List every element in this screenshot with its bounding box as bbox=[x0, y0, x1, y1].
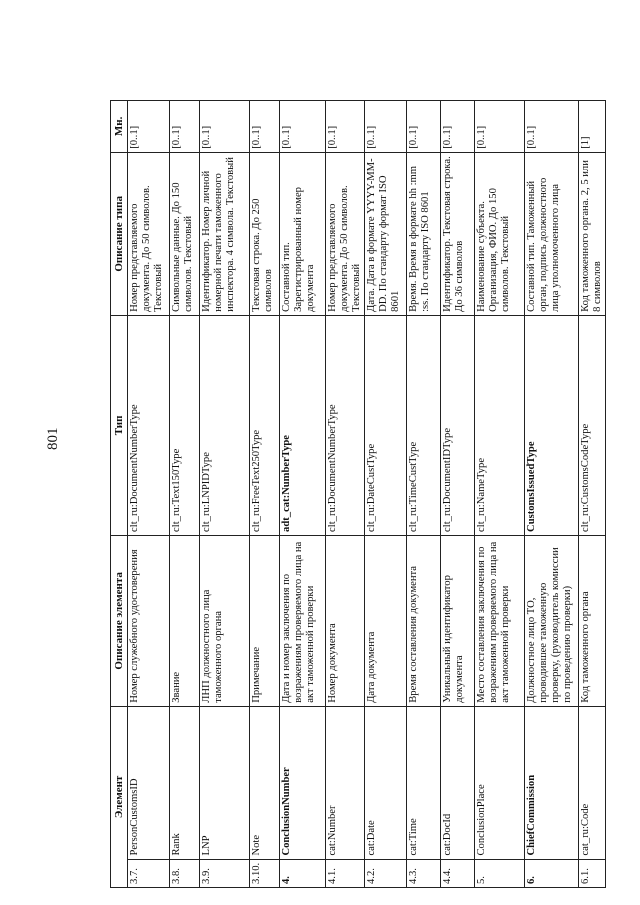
row-mn: [0..1] bbox=[475, 101, 525, 153]
row-element: cat:Number bbox=[326, 706, 365, 859]
row-mn: [0..1] bbox=[170, 101, 200, 153]
row-description: Дата документа bbox=[365, 535, 407, 706]
row-description: Время составления документа bbox=[407, 535, 441, 706]
row-element: cat:DocId bbox=[441, 706, 475, 859]
row-element: ConclusionPlace bbox=[475, 706, 525, 859]
row-type-description: Номер представляемого документа. До 50 символов. Текстовый bbox=[128, 152, 170, 315]
row-type: CustomsIssuedType bbox=[525, 315, 579, 535]
row-number: 4.1. bbox=[326, 859, 365, 887]
row-number: 4.2. bbox=[365, 859, 407, 887]
row-type-description: Наименование субъекта. Организация, ФИО. До 150 символов. Текстовый bbox=[475, 152, 525, 315]
header-description: Описание элемента bbox=[111, 535, 128, 706]
row-mn: [0..1] bbox=[525, 101, 579, 153]
row-type: clt_ru:DocumentNumberType bbox=[326, 315, 365, 535]
table-row bbox=[170, 101, 200, 888]
row-number: 4. bbox=[280, 859, 326, 887]
row-description: ЛНП должностного лица таможенного органа bbox=[200, 535, 250, 706]
row-type: clt_ru:FreeText250Type bbox=[250, 315, 280, 535]
table-header-row bbox=[111, 101, 128, 888]
row-type-description: Дата. Дата в формате YYYY-MM-DD. По стандарту формат ISO 8601 bbox=[365, 152, 407, 315]
row-mn: [0..1] bbox=[326, 101, 365, 153]
row-number: 4.4. bbox=[441, 859, 475, 887]
table-row bbox=[407, 101, 441, 888]
row-type-description: Время. Время в формате hh :mm :ss. По стандарту ISO 8601 bbox=[407, 152, 441, 315]
row-mn: [0..1] bbox=[280, 101, 326, 153]
row-description: Дата и номер заключения по возражениям проверяемого лица на акт таможенной проверки bbox=[280, 535, 326, 706]
row-number: 3.10. bbox=[250, 859, 280, 887]
row-type: clt_ru:LNPIDType bbox=[200, 315, 250, 535]
row-number: 4.3. bbox=[407, 859, 441, 887]
page-number: 801 bbox=[45, 427, 61, 450]
row-description: Номер служебного удостоверения bbox=[128, 535, 170, 706]
row-type: clt_ru:TimeCustType bbox=[407, 315, 441, 535]
table-row bbox=[475, 101, 525, 888]
row-description: Звание bbox=[170, 535, 200, 706]
table-row bbox=[200, 101, 250, 888]
row-type: clt_ru:CustomsCodeType bbox=[579, 315, 606, 535]
row-element: cat:Time bbox=[407, 706, 441, 859]
row-type-description: Номер представляемого документа. До 50 символов. Текстовый bbox=[326, 152, 365, 315]
header-element: Элемент bbox=[111, 706, 128, 887]
table-row bbox=[579, 101, 606, 888]
row-type: clt_ru:NameType bbox=[475, 315, 525, 535]
table-row bbox=[280, 101, 326, 888]
row-number: 5. bbox=[475, 859, 525, 887]
table-row bbox=[250, 101, 280, 888]
row-number: 3.7. bbox=[128, 859, 170, 887]
row-type: clt_ru:DocumentNumberType bbox=[128, 315, 170, 535]
row-mn: [0..1] bbox=[407, 101, 441, 153]
row-element: LNP bbox=[200, 706, 250, 859]
row-mn: [0..1] bbox=[250, 101, 280, 153]
row-description: Уникальный идентификатор документа bbox=[441, 535, 475, 706]
row-type-description: Идентификатор. Текстовая строка. До 36 символов bbox=[441, 152, 475, 315]
row-element: cat:Date bbox=[365, 706, 407, 859]
header-type: Тип bbox=[111, 315, 128, 535]
table-row bbox=[128, 101, 170, 888]
row-element: PersonCustomsID bbox=[128, 706, 170, 859]
row-number: 3.9. bbox=[200, 859, 250, 887]
row-type-description: Составной тип. Таможенный орган, подпись должностного лица уполномоченного лица bbox=[525, 152, 579, 315]
row-mn: [0..1] bbox=[128, 101, 170, 153]
row-element: Rank bbox=[170, 706, 200, 859]
row-element: Note bbox=[250, 706, 280, 859]
table-row bbox=[441, 101, 475, 888]
row-number: 3.8. bbox=[170, 859, 200, 887]
table-row bbox=[525, 101, 579, 888]
table-row bbox=[326, 101, 365, 888]
document-table-sheet bbox=[110, 100, 635, 888]
header-type-description: Описание типа bbox=[111, 152, 128, 315]
row-description: Место составления заключения по возражениям проверяемого лица на акт таможенной проверки bbox=[475, 535, 525, 706]
row-mn: [0..1] bbox=[200, 101, 250, 153]
row-type-description: Символьные данные. До 150 символов. Текстовый bbox=[170, 152, 200, 315]
row-description: Примечание bbox=[250, 535, 280, 706]
row-element: ConclusionNumber bbox=[280, 706, 326, 859]
table-body bbox=[128, 101, 606, 888]
row-mn: [1] bbox=[579, 101, 606, 153]
row-type: clt_ru:Text150Type bbox=[170, 315, 200, 535]
row-element: ChiefCommission bbox=[525, 706, 579, 859]
row-type: adt_cat:NumberType bbox=[280, 315, 326, 535]
row-type: clt_ru:DateCustType bbox=[365, 315, 407, 535]
row-number: 6.1. bbox=[579, 859, 606, 887]
row-type-description: Составной тип. Зарегистрированный номер документа bbox=[280, 152, 326, 315]
element-spec-table bbox=[110, 100, 606, 888]
row-type: clt_ru:DocumentIDType bbox=[441, 315, 475, 535]
table-row bbox=[365, 101, 407, 888]
row-mn: [0..1] bbox=[365, 101, 407, 153]
row-description: Код таможенного органа bbox=[579, 535, 606, 706]
row-element: cat_ru:Code bbox=[579, 706, 606, 859]
row-description: Должностное лицо ТО, проводившее таможенную проверку, (руководитель комиссии по проведению проверки) bbox=[525, 535, 579, 706]
header-mn: Мн. bbox=[111, 101, 128, 153]
row-type-description: Код таможенного органа. 2, 5 или 8 символов bbox=[579, 152, 606, 315]
row-description: Номер документа bbox=[326, 535, 365, 706]
row-mn: [0..1] bbox=[441, 101, 475, 153]
row-number: 6. bbox=[525, 859, 579, 887]
row-type-description: Идентификатор. Номер личной номерной печати таможенного инспектора. 4 символа. Текстовый bbox=[200, 152, 250, 315]
row-type-description: Текстовая строка. До 250 символов bbox=[250, 152, 280, 315]
